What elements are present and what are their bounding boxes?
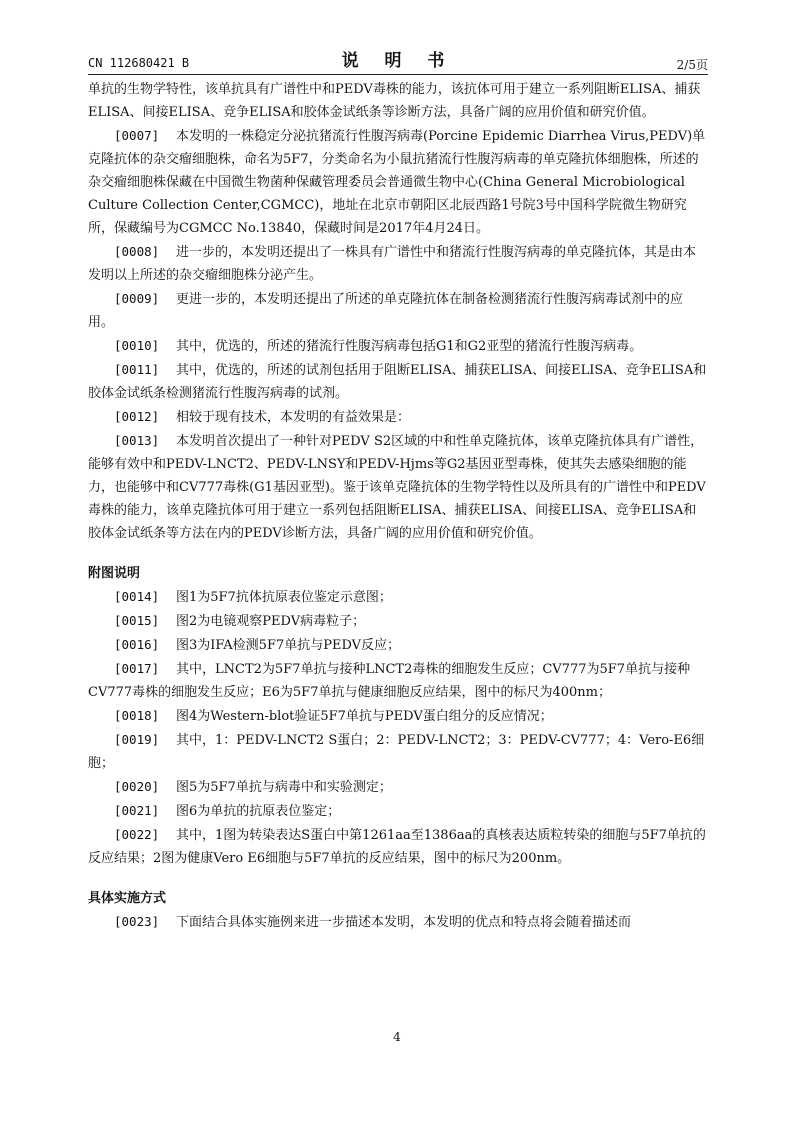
paragraph (88, 775, 708, 799)
paragraph-text: 其中，1图为转染表达S蛋白中第1261aa至1386aa的真核表达质粒转染的细胞与5F7单抗的反应结果；2图为健康Vero E6细胞与5F7单抗的反应结果，图中的标尺为200nm。 (88, 828, 706, 866)
paragraph (88, 334, 708, 358)
paragraph-text: 图2为电镜观察PEDV病毒粒子； (176, 614, 366, 629)
paragraph-number: [0010] (114, 338, 160, 353)
paragraph-text: 其中，优选的，所述的猪流行性腹泻病毒包括G1和G2亚型的猪流行性腹泻病毒。 (176, 339, 643, 354)
paragraph-number: [0021] (114, 803, 160, 818)
paragraph (88, 657, 708, 704)
paragraph-number: [0007] (114, 128, 160, 143)
paragraph (88, 358, 708, 405)
paragraph-text: 本发明的一株稳定分泌抗猪流行性腹泻病毒(Porcine Epidemic Diarrhea Virus,PEDV)单克隆抗体的杂交瘤细胞株，命名为5F7，分类命名为小鼠抗猪流行性腹泻病毒的单克隆抗体细胞株，所述的杂交瘤细胞株保藏在中国微生物菌种保藏管理委员会普通微生物中心(China General Microbiological Culture Collection Center,CGMCC)，地址在北京市朝阳区北辰西路1号院3号中国科学院微生物研究所，保藏编号为CGMCC No.13840，保藏时间是2017年4月24日。 (88, 129, 706, 236)
paragraph-number: [0009] (114, 291, 160, 306)
paragraph-text: 下面结合具体实施例来进一步描述本发明，本发明的优点和特点将会随着描述而 (176, 915, 632, 930)
paragraph (88, 728, 708, 775)
paragraph-number: [0014] (114, 589, 160, 604)
paragraph-text: 更进一步的，本发明还提出了所述的单克隆抗体在制备检测猪流行性腹泻病毒试剂中的应用。 (88, 292, 684, 330)
paragraph-text: 其中，LNCT2为5F7单抗与接种LNCT2毒株的细胞发生反应；CV777为5F7单抗与接种CV777毒株的细胞发生反应；E6为5F7单抗与健康细胞反应结果，图中的标尺为400nm； (88, 662, 691, 700)
paragraph (88, 287, 708, 334)
paragraph-text: 本发明首次提出了一种针对PEDV S2区域的中和性单克隆抗体，该单克隆抗体具有广谱性，能够有效中和PEDV-LNCT2、PEDV-LNSY和PEDV-Hjms等G2基因亚型毒株，使其失去感染细胞的能力，也能够中和CV777毒株(G1基因亚型)。鉴于该单克隆抗体的生物学特性以及所具有的广谱性中和PEDV毒株的能力，该单克隆抗体可用于建立一系列包括阻断ELISA、捕获ELISA、间接ELISA、竞争ELISA和胶体金试纸条等方法在内的PEDV诊断方法，具备广阔的应用价值和研究价值。 (88, 434, 706, 541)
paragraph-number: [0013] (114, 433, 160, 448)
paragraph-text: 图4为Western-blot验证5F7单抗与PEDV蛋白组分的反应情况； (176, 709, 553, 724)
paragraph (88, 799, 708, 823)
paragraph-text: 图5为5F7单抗与病毒中和实验测定； (176, 780, 392, 795)
paragraph (88, 124, 708, 240)
paragraph-number: [0018] (114, 708, 160, 723)
paragraph (88, 609, 708, 633)
paragraph-number: [0022] (114, 827, 160, 842)
paragraph-number: [0012] (114, 409, 160, 424)
paragraph (88, 429, 708, 545)
section-heading-embodiments: 具体实施方式 (88, 891, 167, 906)
paragraph-group-top (88, 78, 708, 545)
paragraph-text: 其中，1：PEDV-LNCT2 S蛋白；2：PEDV-LNCT2；3：PEDV-CV777；4：Vero-E6细胞； (88, 733, 705, 771)
paragraph-text: 图3为IFA检测5F7单抗与PEDV反应； (176, 638, 401, 653)
paragraph-text: 其中，优选的，所述的试剂包括用于阻断ELISA、捕获ELISA、间接ELISA、竞争ELISA和胶体金试纸条检测猪流行性腹泻病毒的试剂。 (88, 363, 707, 401)
paragraph-text: 图1为5F7抗体抗原表位鉴定示意图； (176, 590, 392, 605)
paragraph-number: [0020] (114, 779, 160, 794)
paragraph-text: 相较于现有技术，本发明的有益效果是： (176, 410, 411, 425)
paragraph (88, 240, 708, 287)
paragraph (88, 910, 708, 934)
paragraph-group-figures (88, 585, 708, 870)
paragraph-number: [0017] (114, 661, 160, 676)
page-number: 4 (393, 1030, 401, 1044)
paragraph-number: [0008] (114, 244, 160, 259)
page-header (88, 44, 708, 74)
paragraph (88, 823, 708, 870)
document-body (88, 78, 708, 934)
paragraph (88, 405, 708, 429)
paragraph (88, 78, 708, 124)
patent-number: CN 112680421 B (88, 56, 190, 70)
paragraph (88, 704, 708, 728)
page-indicator: 2/5页 (676, 58, 708, 72)
paragraph-number: [0016] (114, 637, 160, 652)
paragraph (88, 585, 708, 609)
paragraph-number: [0015] (114, 613, 160, 628)
paragraph-text: 单抗的生物学特性，该单抗具有广谱性中和PEDV毒株的能力，该抗体可用于建立一系列阻断ELISA、捕获ELISA、间接ELISA、竞争ELISA和胶体金试纸条等诊断方法，具备广阔的应用价值和研究价值。 (88, 82, 701, 120)
paragraph-text: 进一步的，本发明还提出了一株具有广谱性中和猪流行性腹泻病毒的单克隆抗体，其是由本发明以上所述的杂交瘤细胞株分泌产生。 (88, 245, 697, 283)
document-title: 说 明 书 (341, 51, 455, 71)
paragraph (88, 633, 708, 657)
paragraph-text: 图6为单抗的抗原表位鉴定； (176, 804, 341, 819)
header-rule (88, 74, 708, 75)
paragraph-number: [0019] (114, 732, 160, 747)
section-heading-figures: 附图说明 (88, 566, 141, 581)
paragraph-group-embodiments (88, 910, 708, 934)
paragraph-number: [0011] (114, 362, 160, 377)
paragraph-number: [0023] (114, 914, 160, 929)
